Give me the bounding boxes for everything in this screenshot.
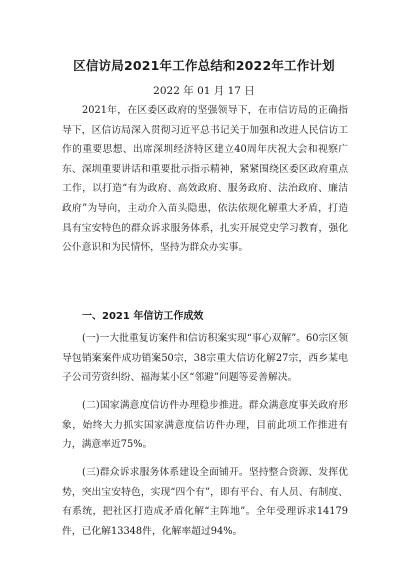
section-paragraph-3: (三)群众诉求服务体系建设全面铺开。坚持整合资源、发挥优势，突出宝安特色，实现“四个有”，即有平台、有人员、有制度、有系统，把社区打造成矛盾化解“主阵地”。全年受理诉求14179件，已化解13348件，化解率超过94%。 (62, 467, 348, 537)
section-heading: 一、2021 年信访工作成效 (82, 311, 204, 322)
document-date: 2022 年 01 月 17 日 (153, 85, 255, 97)
document-title: 区信访局2021年工作总结和2022年工作计划 (73, 58, 335, 73)
section-paragraph-1: (一)一大批重复访案件和信访积案实现“事心双解”。60宗区领导包销案案件成功销案50宗，38宗重大信访化解27宗，西乡某电子公司劳资纠纷、福海某小区“邻避”问题等妥善解决。 (62, 333, 348, 384)
intro-paragraph: 2021年，在区委区政府的坚强领导下，在市信访局的正确指导下，区信访局深入贯彻习近平总书记关于加强和改进人民信访工作的重要思想、出席深圳经济特区建立40周年庆祝大会和视察广东、深圳重要讲话和重要批示指示精神，紧紧围绕区委区政府重点工作，以打造“有为政府、高效政府、服务政府、法治政府、廉洁政府”为导向，主动介入苗头隐患，依法依规化解重大矛盾，打造具有宝安特色的群众诉求服务体系，扎实开展党史学习教育，强化公仆意识和为民情怀，坚持为群众办实事。 (62, 105, 348, 254)
section-paragraph-2: (二)国家满意度信访件办理稳步推进。群众满意度事关政府形象，始终大力抓实国家满意度信访件办理，目前此项工作推进有力，满意率近75%。 (62, 400, 348, 451)
